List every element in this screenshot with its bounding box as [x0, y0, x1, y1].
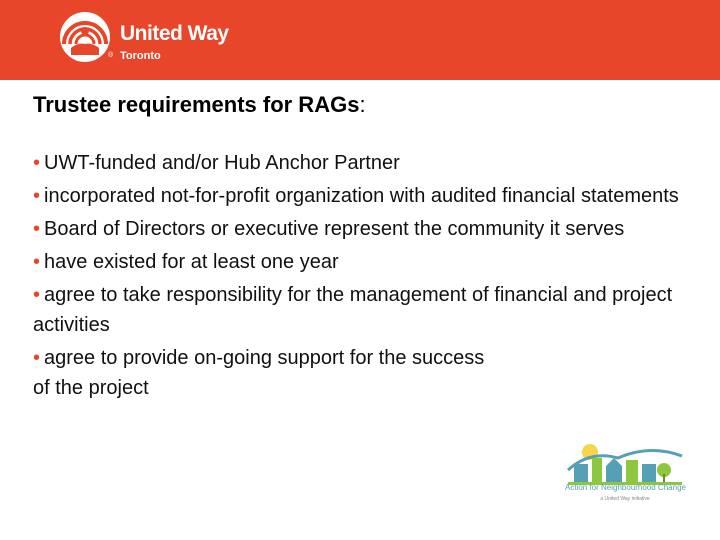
bullet-icon: •: [33, 284, 41, 306]
list-item: [33, 214, 693, 244]
brand-name: United Way: [120, 22, 229, 45]
bullet-icon: •: [33, 218, 41, 240]
requirements-list: [33, 148, 693, 406]
list-item: [33, 280, 693, 340]
list-item: [33, 247, 693, 277]
list-item: [33, 343, 493, 403]
registered-mark: ®: [108, 52, 114, 59]
anc-logo-tagline: a United Way initiative: [600, 496, 650, 502]
united-way-hand-rainbow-icon: [58, 10, 112, 64]
list-item-text: Board of Directors or executive represent the community it serves: [44, 218, 625, 240]
bullet-icon: •: [33, 347, 41, 369]
slide-title-text: Trustee requirements for RAGs: [33, 92, 360, 117]
bullet-icon: •: [33, 185, 41, 207]
list-item: [33, 181, 693, 211]
slide-title: [33, 92, 366, 118]
united-way-logo: [58, 10, 248, 72]
list-item-text: incorporated not-for-profit organization with audited financial statements: [44, 185, 679, 207]
list-item: [33, 148, 693, 178]
slide-title-colon: :: [359, 92, 366, 117]
list-item-text: agree to provide on-going support for the success of the project: [33, 347, 485, 399]
brand-city: Toronto: [120, 50, 161, 62]
anc-logo-name: Action for Neighbourhood Change: [565, 483, 686, 492]
bullet-icon: •: [33, 251, 41, 273]
bullet-icon: •: [33, 152, 41, 174]
list-item-text: UWT-funded and/or Hub Anchor Partner: [44, 152, 400, 174]
list-item-text: have existed for at least one year: [44, 251, 339, 273]
list-item-text: agree to take responsibility for the management of financial and project activities: [33, 284, 673, 336]
